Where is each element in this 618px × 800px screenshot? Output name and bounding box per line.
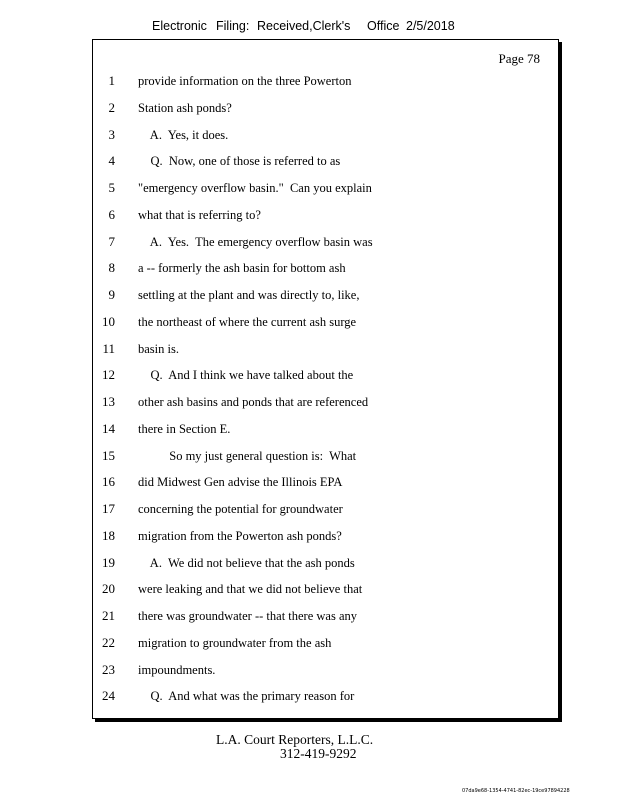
transcript-line: migration to groundwater from the ash — [138, 635, 332, 650]
line-number: 22 — [102, 634, 115, 650]
transcript-line: A. Yes. The emergency overflow basin was — [138, 234, 373, 249]
transcript-line: basin is. — [138, 341, 179, 356]
filing-stamp-header — [0, 19, 618, 35]
transcript-line: other ash basins and ponds that are referenced — [138, 395, 369, 409]
line-number: 18 — [102, 527, 115, 543]
header-electronic: Electronic — [152, 19, 207, 33]
transcript-line: impoundments. — [138, 662, 216, 677]
transcript-line: settling at the plant and was directly to, like, — [138, 288, 360, 302]
transcript-line: the northeast of where the current ash surge — [138, 314, 357, 329]
document-id: 07da9e68-1354-4741-82ec-19ce97894228 — [462, 788, 570, 794]
header-office: Office — [367, 19, 400, 33]
line-number: 15 — [102, 447, 115, 463]
line-number: 6 — [108, 206, 115, 222]
transcript-line: "emergency overflow basin." Can you explain — [138, 181, 372, 195]
transcript-page — [92, 39, 559, 719]
line-number: 19 — [102, 554, 115, 570]
transcript-text-column — [138, 73, 548, 715]
footer-phone: 312-419-9292 — [280, 746, 357, 761]
line-number: 10 — [102, 313, 115, 329]
line-number: 17 — [102, 501, 115, 516]
transcript-line: A. We did not believe that the ash ponds — [138, 555, 355, 570]
header-received: Received,Clerk's — [257, 19, 351, 33]
line-number: 8 — [108, 260, 115, 276]
transcript-line: were leaking and that we did not believe that — [138, 582, 363, 597]
transcript-line: provide information on the three Powerton — [138, 74, 352, 88]
line-number: 3 — [108, 126, 115, 142]
transcript-line: there was groundwater -- that there was any — [138, 609, 358, 623]
line-number: 12 — [102, 367, 115, 383]
transcript-line: A. Yes, it does. — [138, 127, 229, 142]
line-number: 14 — [102, 420, 115, 436]
transcript-line: Q. And what was the primary reason for — [138, 689, 355, 704]
line-number: 23 — [102, 661, 115, 677]
transcript-line: a -- formerly the ash basin for bottom ash — [138, 261, 346, 276]
transcript-line: migration from the Powerton ash ponds? — [138, 528, 342, 543]
line-number: 2 — [108, 99, 115, 115]
transcript-line: Station ash ponds? — [138, 100, 232, 115]
line-number-column — [93, 73, 115, 715]
line-number: 16 — [102, 474, 115, 490]
transcript-line: concerning the potential for groundwater — [138, 502, 343, 516]
line-number: 9 — [108, 287, 115, 302]
line-number: 20 — [102, 581, 115, 597]
transcript-line: did Midwest Gen advise the Illinois EPA — [138, 475, 343, 490]
footer-company: L.A. Court Reporters, L.L.C. — [216, 732, 374, 747]
header-filing: Filing: — [216, 19, 250, 33]
transcript-line: Q. Now, one of those is referred to as — [138, 154, 341, 169]
line-number: 24 — [102, 688, 115, 704]
line-number: 7 — [108, 233, 115, 249]
transcript-line: So my just general question is: What — [138, 448, 357, 463]
transcript-line: Q. And I think we have talked about the — [138, 368, 354, 383]
transcript-line: what that is referring to? — [138, 207, 261, 222]
line-number: 11 — [102, 340, 115, 356]
line-number: 5 — [108, 180, 115, 195]
line-number: 1 — [108, 73, 115, 88]
line-number: 4 — [108, 153, 115, 169]
line-number: 13 — [102, 394, 115, 409]
line-number: 21 — [102, 608, 115, 623]
header-date: 2/5/2018 — [406, 19, 455, 33]
page-number: Page 78 — [498, 51, 540, 66]
transcript-line: there in Section E. — [138, 421, 231, 436]
